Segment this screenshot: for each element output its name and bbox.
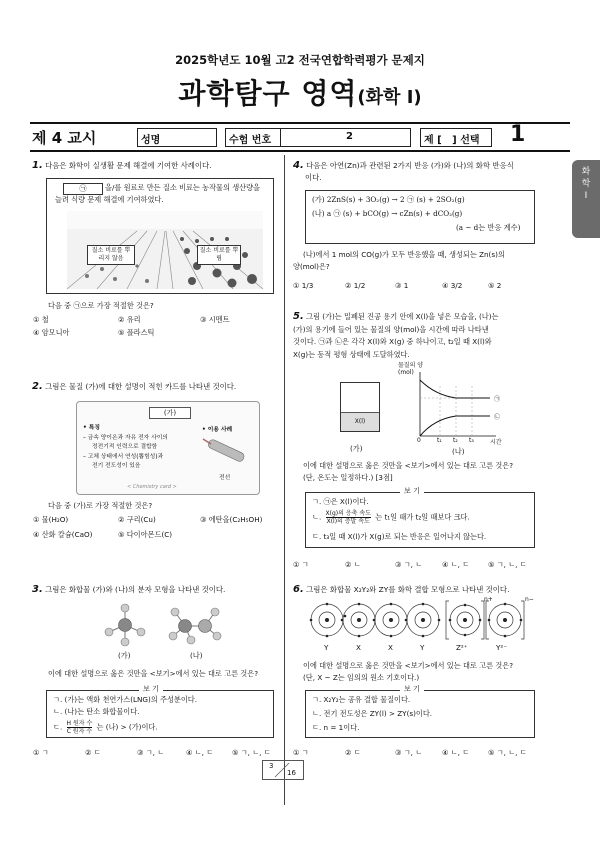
q5-bogi-title: 보 기 (400, 486, 424, 496)
header-rule-top (30, 122, 570, 124)
q2-choice-2[interactable]: ② 구리(Cu) (118, 515, 156, 524)
q2-choice-5[interactable]: ⑤ 다이아몬드(C) (118, 530, 173, 539)
page-number: 1 (510, 122, 526, 147)
q4-equation-note: (a ~ d는 반응 계수) (456, 223, 521, 232)
q1-choice-1[interactable]: ① 철 (33, 315, 49, 324)
column-divider (284, 155, 285, 805)
q5-stem-line: 그림 (가)는 밀폐된 진공 용기 안에 X(l)을 넣은 모습을, (나)는 (306, 312, 499, 321)
q6-atom-1: Y (324, 643, 329, 652)
name-field[interactable] (137, 128, 217, 147)
q3-ask: 이에 대한 설명으로 옳은 것만을 <보기>에서 있는 대로 고른 것은? (48, 669, 259, 678)
subject-sub: (화학 Ⅰ) (357, 87, 422, 108)
q2-watermark: < Chemistry card > (127, 484, 177, 490)
q6-choice-5[interactable]: ⑤ ㄱ, ㄴ, ㄷ (488, 748, 527, 757)
q6-bond-models (305, 598, 535, 644)
side-tab-char-1: 화 (581, 167, 591, 177)
q2-features (83, 424, 168, 472)
q2-choice-1[interactable]: ① 물(H₂O) (33, 515, 69, 524)
subject-side-tab (572, 160, 600, 238)
q6-bogi-2: ㄴ. 전기 전도성은 ZY(l) > ZY(s)이다. (312, 709, 433, 718)
q3-bogi-2: ㄴ. (나)는 탄소 화합물이다. (53, 707, 140, 716)
page-total: 16 (287, 769, 296, 777)
side-tab-char-2: 학 (581, 179, 591, 189)
q5-bogi-box (305, 487, 535, 548)
q5-choice-4[interactable]: ④ ㄴ, ㄷ (442, 560, 470, 569)
q1-choice-4[interactable]: ④ 암모니아 (33, 328, 70, 337)
q6-number: 6. (293, 584, 304, 595)
q3-choice-2[interactable]: ② ㄷ (85, 748, 101, 757)
q5-stem (293, 311, 543, 361)
q2-use-head: • 이용 사례 (202, 427, 233, 433)
q2-use-item: 전선 (219, 475, 231, 481)
q5-bogi-3: ㄷ. t₃일 때 X(l)가 X(g)로 되는 반응은 일어나지 않는다. (312, 532, 487, 541)
q5-bogi-1: ㄱ. ㉠은 X(l)이다. (312, 497, 369, 506)
q3-stem (32, 584, 225, 595)
q3-number: 3. (32, 584, 43, 595)
q3-bogi-box (46, 685, 274, 738)
number-value: 2 (346, 131, 353, 142)
q6-ask-2: (단, X ~ Z는 임의의 원소 기호이다.) (303, 673, 420, 682)
q3-label-b: (나) (190, 651, 203, 660)
q6-atom-2: X (356, 643, 361, 652)
q6-charge-m: n− (525, 596, 534, 603)
q6-atom-3: X (388, 643, 393, 652)
q6-bogi-1: ㄱ. X₂Y₂는 공유 결합 물질이다. (312, 695, 411, 704)
q6-choice-1[interactable]: ① ㄱ (293, 748, 309, 757)
subject-title (0, 72, 600, 112)
q3-bogi-3 (53, 720, 158, 735)
q5-stem-line: 것이다. ㉠과 ㉡은 각각 X(l)와 X(g) 중 하나이고, t₂일 때 X(l)와 (293, 337, 492, 346)
q6-atom-5: Z²⁺ (456, 643, 468, 652)
q2-card (76, 401, 260, 495)
q4-stem-line1: 다음은 아연(Zn)과 관련된 2가지 반응 (가)와 (나)의 화학 반응식 (306, 161, 514, 170)
q3-frac-den: C 원자 수 (66, 728, 93, 735)
q5-frac-den: X(l)의 증발 속도 (326, 518, 370, 525)
q1-stem-text: 다음은 화학이 실생활 문제 해결에 기여한 사례이다. (45, 161, 212, 170)
q1-choice-5[interactable]: ⑤ 플라스틱 (118, 328, 155, 337)
q6-bogi-box (305, 685, 535, 738)
q5-tick-0: 0 (417, 437, 421, 444)
page-slash (263, 761, 303, 779)
q4-choice-1[interactable]: ① 1/3 (293, 281, 314, 290)
q6-stem-text: 그림은 화합물 X₂Y₂와 ZY를 화학 결합 모형으로 나타낸 것이다. (306, 585, 510, 594)
q4-equation-box (305, 190, 535, 244)
q6-atom-4: Y (420, 643, 425, 652)
q5-number: 5. (293, 311, 304, 322)
header-rule-bottom (30, 150, 570, 152)
q5-bogi-2-prefix: ㄴ. (312, 512, 322, 522)
q5-curve-b-label: ㉡ (494, 414, 501, 421)
q4-choice-4[interactable]: ④ 3/2 (442, 281, 463, 290)
wire-icon (201, 436, 251, 466)
q2-feature-line: – 고체 상태에서 연성(뽑힘성)과 (83, 453, 164, 460)
number-divider (280, 129, 281, 146)
q5-stem-line: X(g)는 동적 평형 상태에 도달하였다. (293, 349, 410, 359)
subject-main: 과학탐구 영역 (178, 77, 358, 110)
q5-stem-line: (가)의 용기에 들어 있는 물질의 양(mol)을 시간에 따라 나타낸 (293, 324, 489, 334)
q3-bogi-title: 보 기 (139, 684, 163, 694)
q4-choice-2[interactable]: ② 1/2 (345, 281, 366, 290)
q5-ylabel: 물질의 양 (mol) (398, 362, 424, 376)
q5-tick-3: t₃ (469, 437, 474, 444)
q5-tick-2: t₂ (453, 437, 458, 444)
exam-title: 2025학년도 10월 고2 전국연합학력평가 문제지 (175, 53, 425, 67)
q2-choice-4[interactable]: ④ 산화 칼슘(CaO) (33, 530, 93, 539)
q3-label-a: (가) (118, 651, 131, 660)
q5-xlabel: 시간 (490, 439, 502, 446)
q2-choice-3[interactable]: ③ 에탄올(C₂H₅OH) (200, 515, 263, 524)
q5-label-b: (나) (452, 447, 465, 456)
q3-choice-4[interactable]: ④ ㄴ, ㄷ (186, 748, 214, 757)
q4-stem (293, 160, 543, 184)
q1-ask: 다음 중 ㉠으로 가장 적절한 것은? (48, 301, 154, 310)
q4-equation-1: (가) 2ZnS(s) + 3O₂(g) → 2 ㉠ (s) + 2SO₂(g) (312, 195, 465, 204)
q1-choice-3[interactable]: ③ 시멘트 (200, 315, 230, 324)
q1-label-right: 질소 비료를 뿌림 (197, 245, 241, 265)
q2-number: 2. (32, 381, 43, 392)
q3-molecule-models (95, 600, 245, 650)
q2-feature-line: 전기 전도성이 있음 (92, 463, 141, 469)
q1-box-line2: 늘려 식량 문제 해결에 기여하였다. (55, 195, 164, 204)
name-label: 성명 (141, 135, 161, 146)
q2-feature-line: 정전기적 인력으로 결합함 (92, 444, 158, 450)
q4-ask-1: (나)에서 1 mol의 CO(g)가 모두 반응했을 때, 생성되는 Zn(s)의 (303, 250, 505, 259)
q4-equation-2: (나) a ㉠ (s) + bCO(g) → cZn(s) + dCO₂(g) (312, 209, 463, 218)
page-current: 3 (269, 762, 274, 770)
q5-tick-1: t₁ (437, 437, 442, 444)
q5-frac-num: X(g)의 응축 속도 (325, 510, 371, 517)
q6-choice-3[interactable]: ③ ㄱ, ㄴ (395, 748, 423, 757)
q6-stem (293, 584, 509, 595)
side-tab-char-3: Ⅰ (584, 191, 588, 201)
q5-label-a: (가) (350, 444, 363, 453)
q5-fraction (326, 510, 371, 525)
q4-choice-5[interactable]: ⑤ 2 (488, 281, 502, 290)
q1-box-line1: 을/를 원료로 만든 질소 비료는 농작물의 생산량을 (105, 183, 260, 192)
q5-choice-3[interactable]: ③ ㄱ, ㄴ (395, 560, 423, 569)
q5-curve-a (420, 380, 490, 398)
q5-choice-5[interactable]: ⑤ ㄱ, ㄴ, ㄷ (488, 560, 527, 569)
q2-feature-head: • 특징 (83, 425, 100, 431)
q3-choice-1[interactable]: ① ㄱ (33, 748, 49, 757)
q5-mole-time-graph (400, 366, 510, 446)
select-field[interactable] (420, 128, 492, 147)
q6-choice-2[interactable]: ② ㄷ (345, 748, 361, 757)
q5-curve-a-label: ㉠ (494, 396, 501, 403)
q3-choice-5[interactable]: ⑤ ㄱ, ㄴ, ㄷ (232, 748, 271, 757)
q5-bogi-2 (312, 510, 470, 525)
q6-atom-6: Y²⁻ (496, 643, 508, 652)
q6-bogi-3: ㄷ. n = 1이다. (312, 723, 360, 732)
q2-card-title: (가) (149, 407, 191, 419)
q6-bogi-title: 보 기 (400, 684, 424, 694)
number-label: 수험 번호 (229, 135, 272, 146)
q4-ask-2: 양(mol)은? (293, 262, 330, 271)
q1-stem (32, 160, 212, 171)
select-label: 제 [ ] 선택 (424, 135, 480, 146)
q1-choice-2[interactable]: ② 유리 (118, 315, 141, 324)
page-indicator (262, 760, 304, 780)
q5-bogi-2-suffix: 는 t₁일 때가 t₂일 때보다 크다. (375, 512, 470, 522)
q3-bogi-3-suffix: 는 (나) > (가)이다. (96, 722, 158, 732)
q5-ask-2: (단, 온도는 일정하다.) [3점] (303, 473, 393, 482)
q5-ask-1: 이에 대한 설명으로 옳은 것만을 <보기>에서 있는 대로 고른 것은? (303, 461, 514, 470)
q4-stem-line2: 이다. (305, 173, 322, 182)
q3-choice-3[interactable]: ③ ㄱ, ㄴ (137, 748, 165, 757)
q3-bogi-3-prefix: ㄷ. (53, 722, 63, 732)
q6-ask-1: 이에 대한 설명으로 옳은 것만을 <보기>에서 있는 대로 고른 것은? (303, 661, 514, 670)
q1-label-left: 질소 비료를 뿌리지 않음 (87, 245, 135, 265)
q4-number: 4. (293, 160, 304, 171)
q2-ask: 다음 중 (가)로 가장 적절한 것은? (48, 501, 153, 510)
q1-number: 1. (32, 160, 43, 171)
q5-vessel (340, 382, 380, 432)
q5-liquid: X(l) (341, 412, 379, 431)
q3-bogi-1: ㄱ. (가)는 액화 천연가스(LNG)의 주성분이다. (53, 695, 198, 704)
period-label: 제 4 교시 (32, 129, 97, 147)
q6-charge-n: n+ (484, 596, 493, 603)
q3-stem-text: 그림은 화합물 (가)와 (나)의 분자 모형을 나타낸 것이다. (45, 585, 226, 594)
number-field[interactable] (225, 128, 411, 147)
q1-marker: ㉠ (79, 184, 87, 193)
q2-stem-text: 그림은 물질 (가)에 대한 설명이 적힌 카드를 나타낸 것이다. (45, 382, 237, 391)
q3-fraction (67, 720, 93, 735)
q4-choice-3[interactable]: ③ 1 (395, 281, 409, 290)
q3-frac-num: H 원자 수 (66, 720, 93, 727)
q1-figure-box (46, 178, 274, 294)
q5-choice-1[interactable]: ① ㄱ (293, 560, 309, 569)
q2-feature-line: – 금속 양이온과 자유 전자 사이의 (83, 434, 168, 441)
q5-choice-2[interactable]: ② ㄴ (345, 560, 361, 569)
q2-stem (32, 381, 236, 392)
q6-choice-4[interactable]: ④ ㄴ, ㄷ (442, 748, 470, 757)
q5-curve-b (420, 416, 490, 436)
